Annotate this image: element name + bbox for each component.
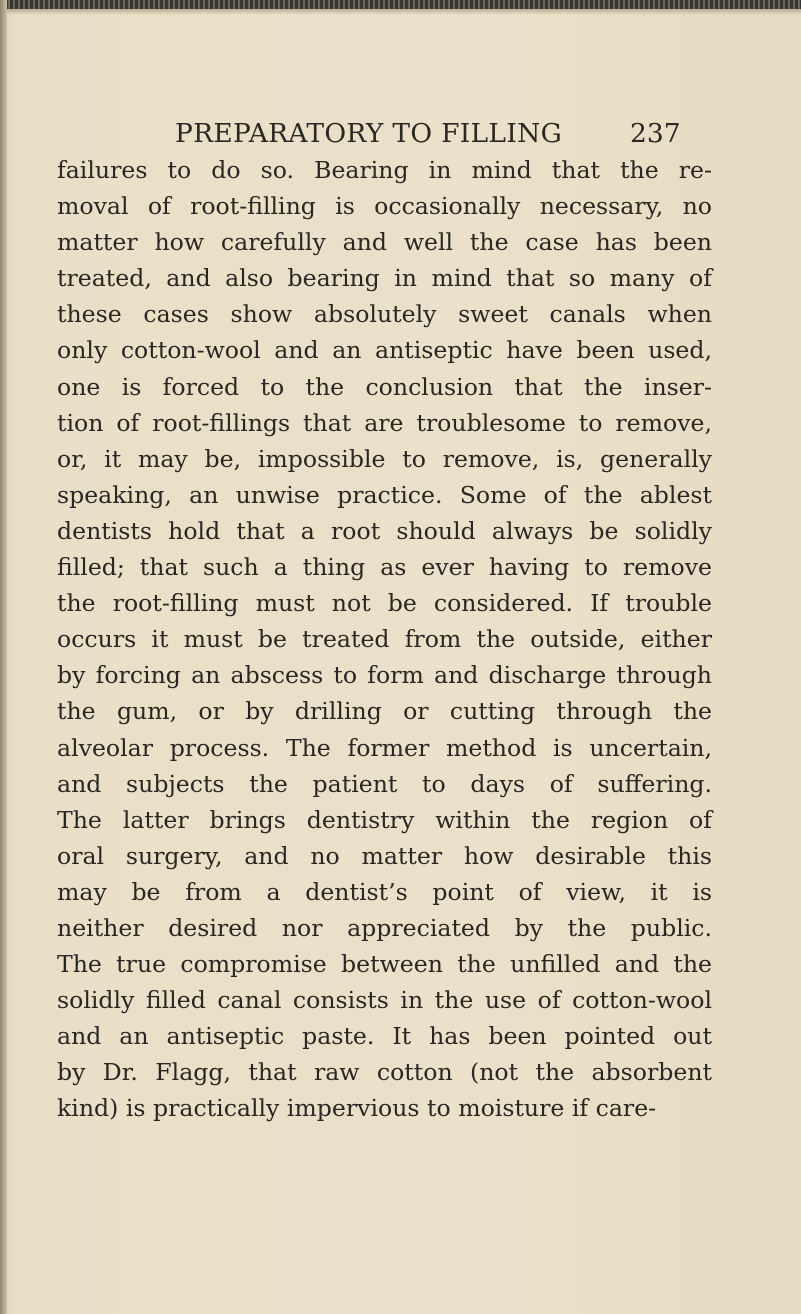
text-line: one is forced to the conclusion that the inser- bbox=[57, 372, 712, 401]
text-line: the gum, or by drilling or cutting through the bbox=[57, 697, 712, 726]
text-line: solidly filled canal consists in the use of cotton-wool bbox=[57, 986, 712, 1015]
text-line: kind) is practically impervious to moisture if care- bbox=[57, 1094, 657, 1123]
text-line: oral surgery, and no matter how desirable this bbox=[57, 841, 712, 870]
text-line: occurs it must be treated from the outside, either bbox=[57, 625, 712, 654]
text-line: by Dr. Flagg, that raw cotton (not the absorbent bbox=[57, 1058, 712, 1087]
text-line: speaking, an unwise practice. Some of the ablest bbox=[57, 480, 712, 509]
text-line: and an antiseptic paste. It has been pointed out bbox=[57, 1022, 712, 1051]
text-line: by forcing an abscess to form and discharge through bbox=[57, 661, 712, 690]
text-line: matter how carefully and well the case has been bbox=[57, 228, 712, 257]
text-line: dentists hold that a root should always be solidly bbox=[57, 516, 712, 545]
text-line: and subjects the patient to days of suffering. bbox=[57, 769, 712, 798]
text-line: failures to do so. Bearing in mind that the re- bbox=[57, 156, 712, 184]
text-line: moval of root-filling is occasionally necessary, no bbox=[57, 192, 712, 221]
text-line: filled; that such a thing as ever having to remove bbox=[57, 553, 712, 582]
page-binding-edge bbox=[0, 0, 7, 1314]
body-text bbox=[57, 152, 712, 1127]
text-line: these cases show absolutely sweet canals when bbox=[57, 300, 712, 329]
text-line: The true compromise between the unfilled and the bbox=[57, 950, 712, 979]
text-line: only cotton-wool and an antiseptic have been used, bbox=[57, 336, 712, 365]
text-line: The latter brings dentistry within the region of bbox=[57, 805, 712, 834]
page-number: 237 bbox=[630, 118, 681, 149]
text-line: the root-filling must not be considered. If trouble bbox=[57, 589, 712, 618]
page-top-edge bbox=[0, 0, 801, 9]
text-line: tion of root-fillings that are troublesome to remove, bbox=[57, 408, 712, 437]
text-line: or, it may be, impossible to remove, is, generally bbox=[57, 444, 712, 473]
text-line: treated, and also bearing in mind that so many of bbox=[57, 264, 712, 293]
page-header bbox=[0, 112, 801, 152]
page-top-shadow bbox=[0, 9, 801, 15]
text-line: alveolar process. The former method is uncertain, bbox=[57, 733, 712, 762]
text-line: neither desired nor appreciated by the public. bbox=[57, 913, 712, 942]
text-line: may be from a dentist’s point of view, it is bbox=[57, 877, 712, 906]
running-head: PREPARATORY TO FILLING bbox=[175, 118, 563, 149]
